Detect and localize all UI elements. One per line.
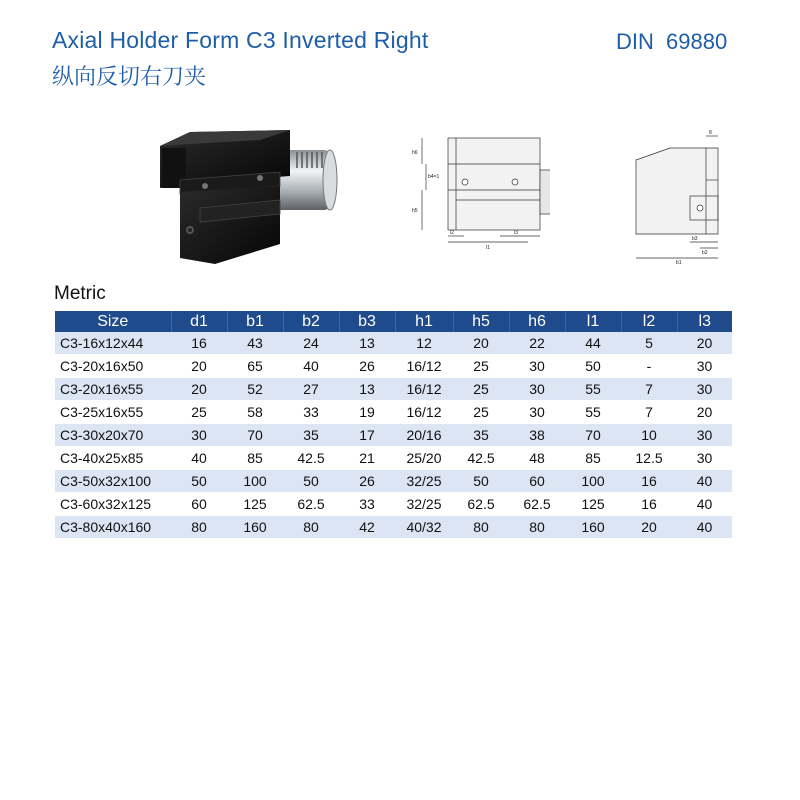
col-header-b2: b2 — [283, 311, 339, 332]
cell-l3: 30 — [677, 355, 732, 378]
dim-b2: b2 — [702, 250, 708, 256]
cell-d1: 80 — [171, 516, 227, 539]
cell-b1: 160 — [227, 516, 283, 539]
table-row — [55, 355, 732, 378]
dim-8: 8 — [709, 130, 712, 136]
cell-l1: 125 — [565, 493, 621, 516]
din-standard: DIN 69880 — [616, 29, 728, 54]
cell-h5: 35 — [453, 424, 509, 447]
cell-l1: 85 — [565, 447, 621, 470]
cell-b2: 42.5 — [283, 447, 339, 470]
cell-h1: 25/20 — [395, 447, 453, 470]
cell-d1: 60 — [171, 493, 227, 516]
cell-l2: 20 — [621, 516, 677, 539]
cell-b1: 85 — [227, 447, 283, 470]
cell-l1: 44 — [565, 332, 621, 355]
dim-b4: b4=1 — [428, 174, 440, 180]
cell-b3: 21 — [339, 447, 395, 470]
dim-h5: h5 — [412, 208, 418, 214]
cell-h6: 62.5 — [509, 493, 565, 516]
cell-l3: 40 — [677, 516, 732, 539]
cell-b3: 13 — [339, 332, 395, 355]
cell-b3: 13 — [339, 378, 395, 401]
technical-drawing-end-view — [630, 130, 730, 270]
cell-b3: 17 — [339, 424, 395, 447]
table-row — [55, 401, 732, 424]
cell-d1: 16 — [171, 332, 227, 355]
cell-l1: 160 — [565, 516, 621, 539]
col-header-b3: b3 — [339, 311, 395, 332]
cell-h5: 42.5 — [453, 447, 509, 470]
cell-l1: 55 — [565, 378, 621, 401]
cell-b3: 26 — [339, 355, 395, 378]
dim-l1: l1 — [486, 245, 490, 251]
table-row — [55, 516, 732, 539]
cell-h5: 25 — [453, 401, 509, 424]
cell-h6: 80 — [509, 516, 565, 539]
cell-l1: 100 — [565, 470, 621, 493]
cell-d1: 40 — [171, 447, 227, 470]
cell-d1: 30 — [171, 424, 227, 447]
dim-l3: l3 — [514, 230, 518, 236]
cell-h5: 80 — [453, 516, 509, 539]
dim-l2: l2 — [450, 230, 454, 236]
cell-h6: 38 — [509, 424, 565, 447]
cell-b1: 52 — [227, 378, 283, 401]
col-header-size: Size — [55, 311, 171, 332]
cell-h5: 25 — [453, 355, 509, 378]
col-header-b1: b1 — [227, 311, 283, 332]
table-row — [55, 447, 732, 470]
cell-h1: 12 — [395, 332, 453, 355]
cell-l1: 50 — [565, 355, 621, 378]
cell-l3: 20 — [677, 401, 732, 424]
cell-h6: 60 — [509, 470, 565, 493]
col-header-l3: l3 — [677, 311, 732, 332]
cell-b3: 26 — [339, 470, 395, 493]
cell-d1: 20 — [171, 378, 227, 401]
col-header-h1: h1 — [395, 311, 453, 332]
cell-h6: 30 — [509, 401, 565, 424]
cell-b2: 27 — [283, 378, 339, 401]
cell-l2: 7 — [621, 378, 677, 401]
cell-size: C3-40x25x85 — [55, 447, 171, 470]
cell-h5: 62.5 — [453, 493, 509, 516]
cell-d1: 50 — [171, 470, 227, 493]
cell-h1: 40/32 — [395, 516, 453, 539]
cell-l3: 40 — [677, 470, 732, 493]
dim-b3: b3 — [692, 236, 698, 242]
table-row — [55, 493, 732, 516]
cell-b2: 50 — [283, 470, 339, 493]
section-label-metric: Metric — [54, 283, 106, 304]
cell-b1: 70 — [227, 424, 283, 447]
cell-l3: 30 — [677, 447, 732, 470]
cell-h5: 50 — [453, 470, 509, 493]
cell-l3: 20 — [677, 332, 732, 355]
cell-b1: 58 — [227, 401, 283, 424]
cell-l3: 40 — [677, 493, 732, 516]
cell-l2: 12.5 — [621, 447, 677, 470]
cell-b3: 33 — [339, 493, 395, 516]
cell-l2: 16 — [621, 470, 677, 493]
cell-h5: 25 — [453, 378, 509, 401]
cell-l3: 30 — [677, 378, 732, 401]
cell-size: C3-60x32x125 — [55, 493, 171, 516]
table-row — [55, 332, 732, 355]
cell-b3: 19 — [339, 401, 395, 424]
spec-table — [55, 311, 732, 539]
col-header-h5: h5 — [453, 311, 509, 332]
cell-h1: 16/12 — [395, 378, 453, 401]
cell-l1: 55 — [565, 401, 621, 424]
cell-h1: 32/25 — [395, 470, 453, 493]
cell-b2: 33 — [283, 401, 339, 424]
cell-size: C3-30x20x70 — [55, 424, 171, 447]
cell-size: C3-20x16x55 — [55, 378, 171, 401]
cell-l2: - — [621, 355, 677, 378]
page-title: Axial Holder Form C3 Inverted Right — [52, 27, 429, 53]
table-row — [55, 470, 732, 493]
cell-size: C3-16x12x44 — [55, 332, 171, 355]
cell-b2: 40 — [283, 355, 339, 378]
cell-h5: 20 — [453, 332, 509, 355]
table-row — [55, 424, 732, 447]
cell-l2: 16 — [621, 493, 677, 516]
technical-drawing-side-view — [410, 130, 550, 255]
cell-size: C3-25x16x55 — [55, 401, 171, 424]
cell-size: C3-20x16x50 — [55, 355, 171, 378]
cell-b1: 43 — [227, 332, 283, 355]
cell-h1: 20/16 — [395, 424, 453, 447]
cell-b2: 80 — [283, 516, 339, 539]
table-row — [55, 378, 732, 401]
cell-b2: 62.5 — [283, 493, 339, 516]
cell-h6: 30 — [509, 378, 565, 401]
cell-d1: 25 — [171, 401, 227, 424]
cell-h1: 32/25 — [395, 493, 453, 516]
page-subtitle: 纵向反切右刀夹 — [52, 65, 207, 90]
cell-h6: 30 — [509, 355, 565, 378]
table-header-row — [55, 311, 732, 332]
cell-b1: 125 — [227, 493, 283, 516]
cell-b2: 24 — [283, 332, 339, 355]
cell-l2: 5 — [621, 332, 677, 355]
cell-l1: 70 — [565, 424, 621, 447]
dim-b1: b1 — [676, 260, 682, 266]
cell-b1: 100 — [227, 470, 283, 493]
col-header-l2: l2 — [621, 311, 677, 332]
col-header-l1: l1 — [565, 311, 621, 332]
cell-d1: 20 — [171, 355, 227, 378]
product-render-icon — [150, 128, 350, 268]
cell-b1: 65 — [227, 355, 283, 378]
cell-h6: 22 — [509, 332, 565, 355]
cell-b3: 42 — [339, 516, 395, 539]
cell-h1: 16/12 — [395, 401, 453, 424]
cell-l2: 7 — [621, 401, 677, 424]
col-header-h6: h6 — [509, 311, 565, 332]
col-header-d1: d1 — [171, 311, 227, 332]
cell-l3: 30 — [677, 424, 732, 447]
cell-l2: 10 — [621, 424, 677, 447]
cell-h6: 48 — [509, 447, 565, 470]
cell-h1: 16/12 — [395, 355, 453, 378]
cell-size: C3-50x32x100 — [55, 470, 171, 493]
cell-b2: 35 — [283, 424, 339, 447]
cell-size: C3-80x40x160 — [55, 516, 171, 539]
dim-h6: h6 — [412, 150, 418, 156]
